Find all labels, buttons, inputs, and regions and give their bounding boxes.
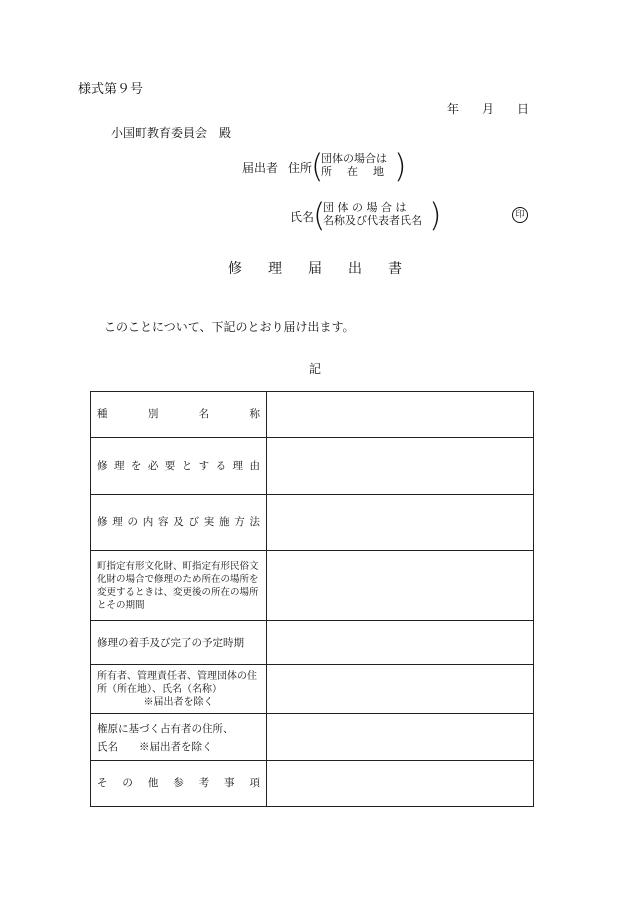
table-row <box>91 495 534 551</box>
address-note-line2: 所 在 地 <box>321 165 386 178</box>
form-table <box>90 391 534 807</box>
table-row <box>91 714 534 761</box>
row-label: 町指定有形文化財、町指定有形民俗文化財の場合で修理のため所在の場所を変更するときは、変更後の所在の場所とその期間 <box>91 551 267 621</box>
ki-heading: 記 <box>308 362 321 376</box>
address-paren-right: ) <box>394 147 407 185</box>
document-title: 修理届出書 <box>228 261 428 277</box>
table-row <box>91 665 534 714</box>
address-note-line1: 団体の場合は <box>321 152 387 165</box>
table-row <box>91 761 534 807</box>
table-row <box>91 621 534 665</box>
applicant-label: 届出者 <box>242 161 279 175</box>
row-value-field[interactable] <box>267 761 534 807</box>
date-year: 年 <box>447 102 460 116</box>
row-label: 種 別 名 称 <box>91 392 267 438</box>
address-paren-left: ( <box>311 147 324 185</box>
name-note-line2: 名称及び代表者氏名 <box>323 214 422 227</box>
row-value-field[interactable] <box>267 665 534 714</box>
row-label: 修 理 を 必 要 と す る 理 由 <box>91 438 267 495</box>
table-row <box>91 438 534 495</box>
form-number: 様式第９号 <box>78 82 144 97</box>
address-label: 住所 <box>288 161 313 175</box>
row-value-field[interactable] <box>267 438 534 495</box>
statement: このことについて、下記のとおり届け出ます。 <box>104 320 355 334</box>
row-label: 修理の着手及び完了の予定時期 <box>91 621 267 665</box>
row-value-field[interactable] <box>267 392 534 438</box>
row-value-field[interactable] <box>267 621 534 665</box>
name-paren-left: ( <box>313 196 326 234</box>
row-value-field[interactable] <box>267 495 534 551</box>
row-label <box>91 714 267 761</box>
row-label <box>91 665 267 714</box>
row-label: そ の 他 参 考 事 項 <box>91 761 267 807</box>
seal-mark: 印 <box>512 207 528 223</box>
row-label-line1: 所有者、管理責任者、管理団体の住所（所在地）、氏名（名称） <box>97 670 257 695</box>
row-value-field[interactable] <box>267 714 534 761</box>
name-label: 氏名 <box>290 210 315 224</box>
date-day: 日 <box>517 102 530 116</box>
table-row <box>91 551 534 621</box>
row-label-line1: 権原に基づく占有者の住所、 <box>97 723 234 735</box>
table-row <box>91 392 534 438</box>
name-paren-right: ) <box>429 196 442 234</box>
date-month: 月 <box>482 102 495 116</box>
name-note-line1: 団 体 の 場 合 は <box>323 201 407 214</box>
row-label: 修 理 の 内 容 及 び 実 施 方 法 <box>91 495 267 551</box>
addressee: 小国町教育委員会 殿 <box>111 126 232 140</box>
row-label-line2: 氏名 ※届出者を除く <box>97 741 213 753</box>
row-label-line2: ※届出者を除く <box>143 696 214 708</box>
row-value-field[interactable] <box>267 551 534 621</box>
